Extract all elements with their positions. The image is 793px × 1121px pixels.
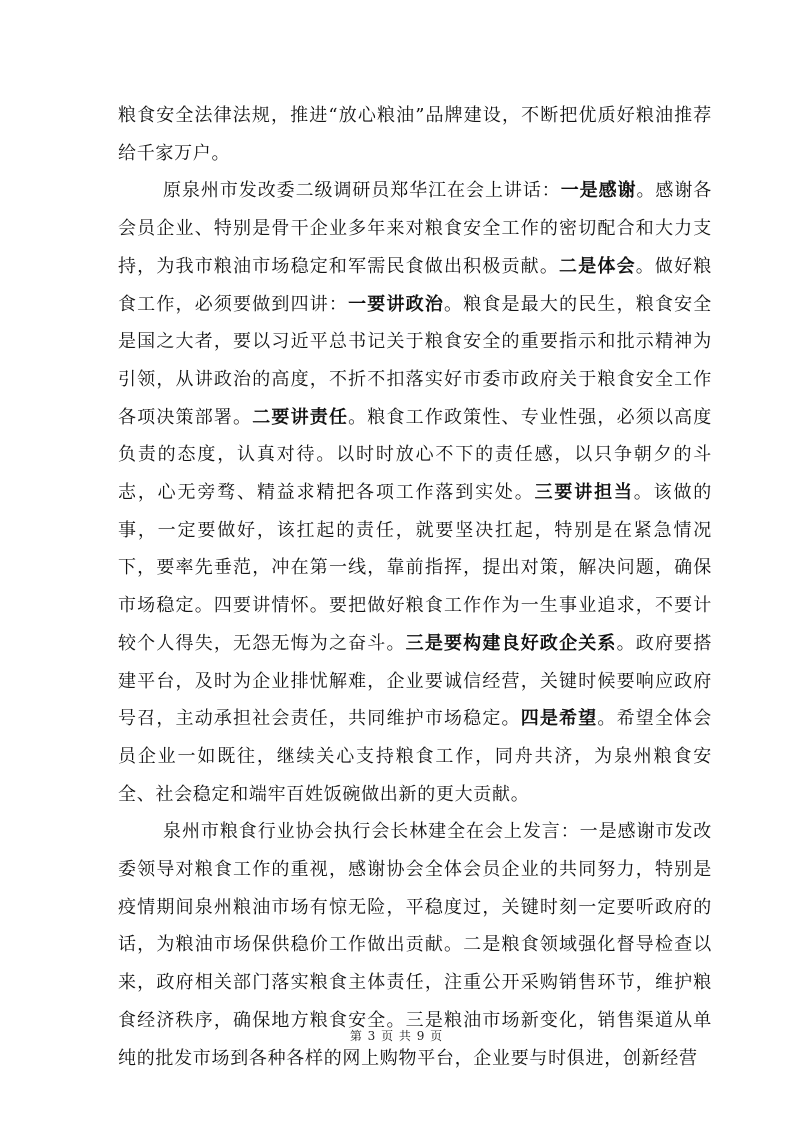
bold-heading-run: 二要讲责任 xyxy=(252,406,349,428)
text-run: 原泉州市发改委二级调研员郑华江在会上讲话： xyxy=(163,180,561,202)
bold-heading-run: 一要讲政治 xyxy=(348,293,445,315)
bold-heading-run: 四是希望 xyxy=(520,708,598,730)
bold-heading-run: 一是感谢 xyxy=(560,180,637,202)
paragraph-2 xyxy=(118,172,712,813)
bold-heading-run: 二是体会 xyxy=(559,255,636,277)
text-run: 。做好粮食工作，必须要做到四讲： xyxy=(118,255,712,315)
text-run: 。粮食工作政策性、专业性强，必须以高度负责的态度，认真对待。以时时放心不下的责任感，以只争朝夕的斗志，心无旁骛、精益求精把各项工作落到实处。 xyxy=(118,406,712,504)
document-body xyxy=(118,97,712,1077)
bold-heading-run: 三要讲担当 xyxy=(534,482,634,504)
text-run: 。粮食是最大的民生，粮食安全是国之大者，要以习近平总书记关于粮食安全的重要指示和批示精神为引领，从讲政治的高度，不折不扣落实好市委市政府关于粮食安全工作各项决策部署。 xyxy=(118,293,713,428)
bold-heading-run: 三是要构建良好政企关系 xyxy=(405,632,617,654)
text-run: 。该做的事，一定要做好，该扛起的责任，就要坚决扛起，特别是在紧急情况下，要率先垂范，冲在第一线，靠前指挥，提出对策，解决问题，确保市场稳定。四要讲情怀。要把做好粮食工作作为一生事业追求，不要计较个人得失，无怨无悔为之奋斗。 xyxy=(118,482,712,654)
paragraph-1: 粮食安全法律法规，推进“放心粮油”品牌建设，不断把优质好粮油推荐给千家万户。 xyxy=(118,105,712,164)
text-run: 。希望全体会员企业一如既往，继续关心支持粮食工作，同舟共济，为泉州粮食安全、社会稳定和端牢百姓饭碗做出新的更大贡献。 xyxy=(118,708,713,805)
text-run: 。感谢各会员企业、特别是骨干企业多年来对粮食安全工作的密切配合和大力支持，为我市粮油市场稳定和军需民食做出积极贡献。 xyxy=(118,180,712,277)
text-run: 。政府要搭建平台，及时为企业排忧解难，企业要诚信经营，关键时候要响应政府号召，主动承担社会责任，共同维护市场稳定。 xyxy=(118,632,713,730)
paragraph-3: 泉州市粮食行业协会执行会长林建全在会上发言：一是感谢市发改委领导对粮食工作的重视，感谢协会全体会员企业的共同努力，特别是疫情期间泉州粮油市场有惊无险，平稳度过，关键时刻一定要听政府的话，为粮油市场保供稳价工作做出贡献。二是粮食领域强化督导检查以来，政府相关部门落实粮食主体责任，注重公开采购销售环节，维护粮食经济秩序，确保地方粮食安全。三是粮油市场新变化，销售渠道从单纯的批发市场到各种各样的网上购物平台，企业要与时俱进，创新经营 xyxy=(118,821,712,1069)
page-footer: 第 3 页 共 9 页 xyxy=(349,1029,444,1043)
